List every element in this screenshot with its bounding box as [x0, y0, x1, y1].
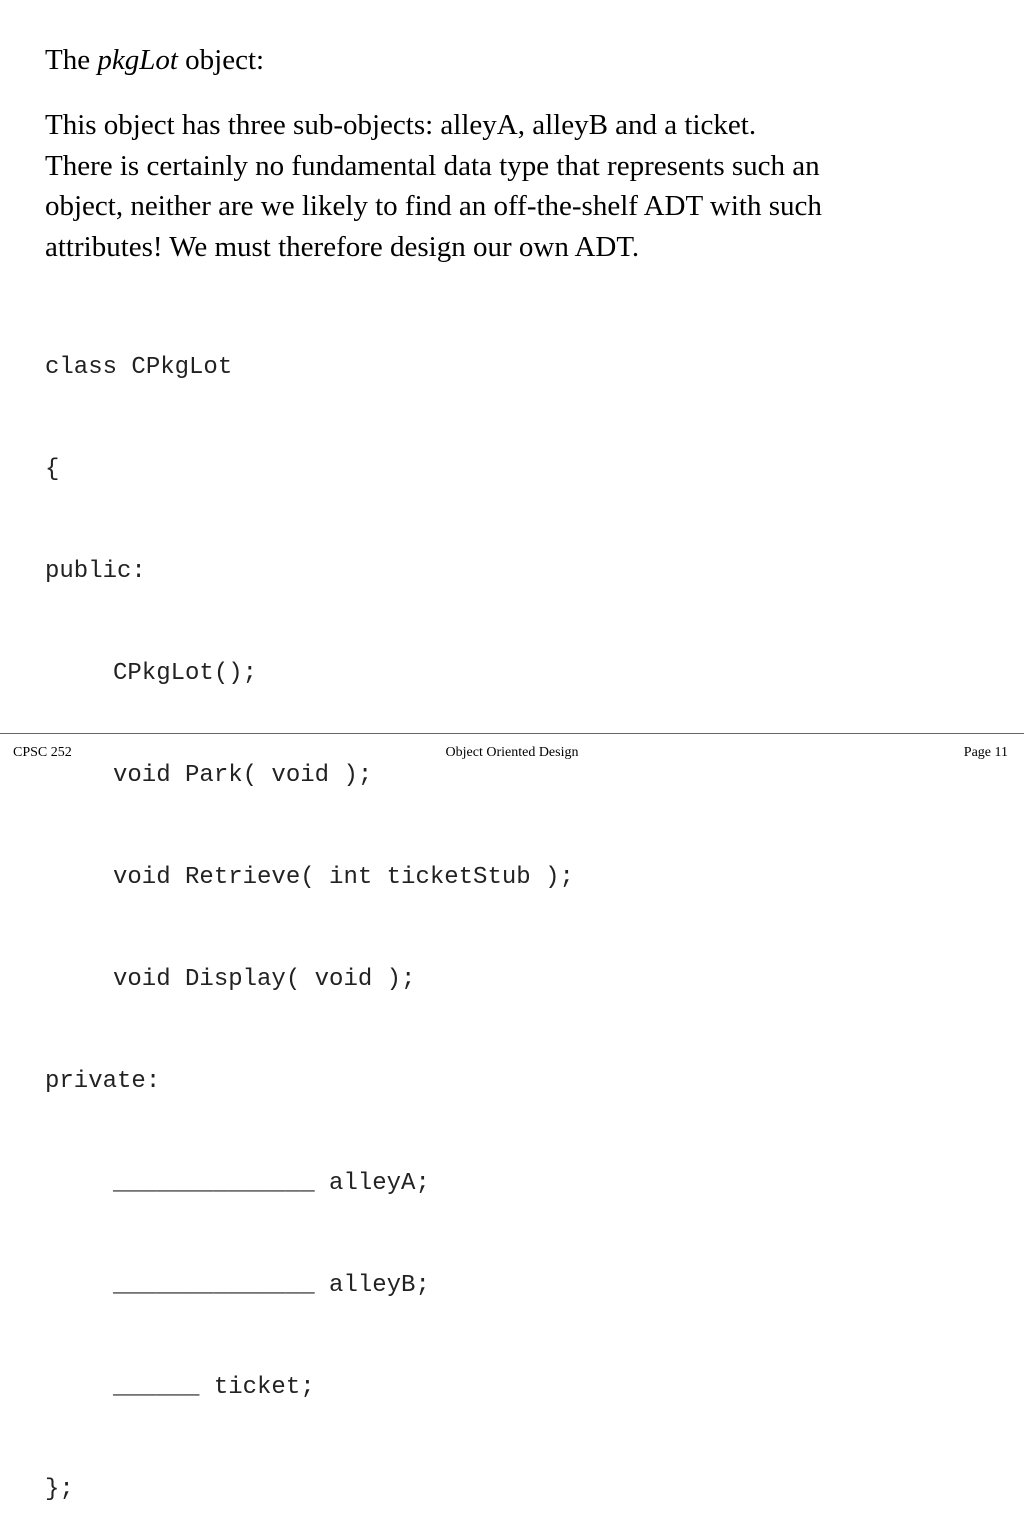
- description-paragraph: [45, 105, 985, 267]
- class-declaration: class CPkgLot: [45, 354, 233, 381]
- alley-b-member: ______________ alleyB;: [113, 1272, 430, 1299]
- title-suffix: object:: [185, 44, 265, 76]
- open-brace: {: [45, 456, 60, 483]
- ticket-member: ______ ticket;: [113, 1374, 315, 1401]
- park-method: void Park( void );: [113, 762, 373, 789]
- private-access-label: private:: [45, 1068, 161, 1095]
- footer-course-topic: Object Oriented Design: [445, 745, 579, 760]
- alley-a-member: ______________ alleyA;: [113, 1170, 430, 1197]
- public-access-label: public:: [45, 558, 146, 585]
- footer-course-code: CPSC 252: [13, 745, 72, 760]
- title-prefix: The: [45, 44, 91, 76]
- paragraph-line: There is certainly no fundamental data type that represents such an: [45, 149, 820, 182]
- class-code-listing: [45, 283, 574, 1536]
- paragraph-line: This object has three sub-objects: alleyA, alleyB and a ticket.: [45, 109, 757, 141]
- slide-title: [45, 42, 264, 78]
- slide-footer: [0, 744, 1024, 764]
- footer-page-number: Page 11: [963, 745, 1008, 760]
- footer-divider: [0, 733, 1024, 734]
- title-object-name: pkgLot: [97, 44, 178, 76]
- paragraph-line: object, neither are we likely to find an off-the-shelf ADT with such: [45, 190, 822, 222]
- close-brace: };: [45, 1476, 74, 1503]
- display-method: void Display( void );: [113, 966, 416, 993]
- paragraph-line: attributes! We must therefore design our own ADT.: [45, 230, 640, 263]
- retrieve-method: void Retrieve( int ticketStub );: [113, 864, 574, 891]
- constructor-declaration: CPkgLot();: [113, 660, 258, 687]
